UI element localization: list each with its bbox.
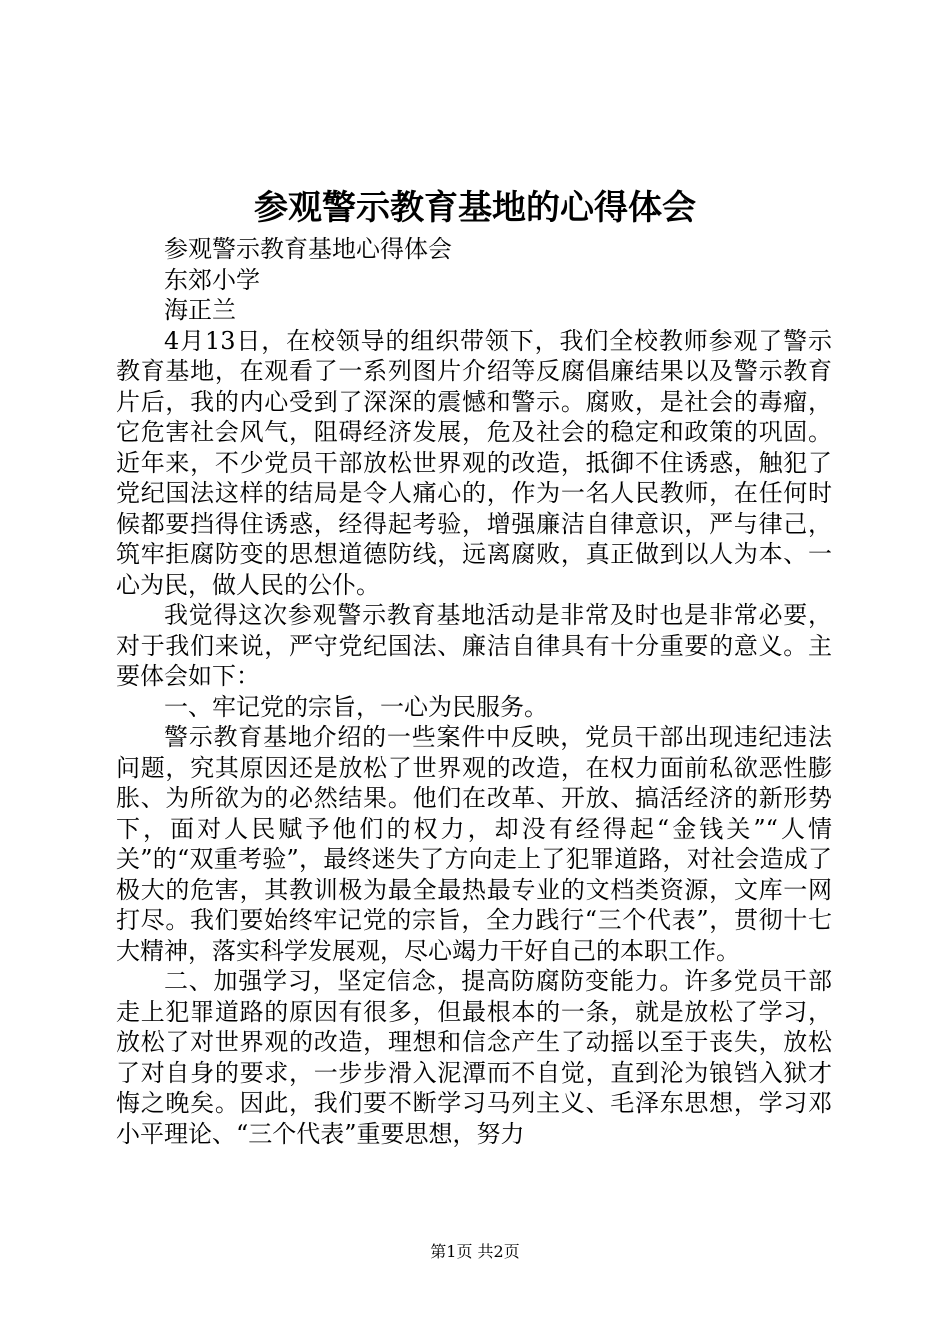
school-name-paragraph: 东郊小学 <box>164 265 260 294</box>
document-body <box>116 234 832 1149</box>
author-name-paragraph: 海正兰 <box>164 296 236 324</box>
body-paragraph: 二、加强学习，坚定信念，提高防腐防变能力。许多党员干部走上犯罪道路的原因有很多，但最根本的一条，就是放松了学习，放松了对世界观的改造，理想和信念产生了动摇以至于丧失，放松了对自身的要求，一步步滑入泥潭而不自觉，直到沦为锒铛入狱才悔之晚矣。因此，我们要不断学习马列主义、毛泽东思想，学习邓小平理论、“三个代表”重要思想，努力 <box>116 967 832 1148</box>
body-paragraph: 4月13日，在校领导的组织带领下，我们全校教师参观了警示教育基地，在观看了一系列图片介绍等反腐倡廉结果以及警示教育片后，我的内心受到了深深的震憾和警示。腐败，是社会的毒瘤，它危害社会风气，阻碍经济发展，危及社会的稳定和政策的巩固。近年来，不少党员干部放松世界观的改造，抵御不住诱惑，触犯了党纪国法这样的结局是令人痛心的，作为一名人民教师，在任何时候都要挡得住诱惑，经得起考验，增强廉洁自律意识，严与律己，筑牢拒腐防变的思想道德防线，远离腐败，真正做到以人为本、一心为民，做人民的公仆。 <box>116 326 832 599</box>
page-number-footer: 第1页 共2页 <box>430 1242 520 1261</box>
document-title: 参观警示教育基地的心得体会 <box>254 188 696 228</box>
body-paragraph: 我觉得这次参观警示教育基地活动是非常及时也是非常必要，对于我们来说，严守党纪国法、廉洁自律具有十分重要的意义。主要体会如下： <box>116 601 832 690</box>
subtitle-paragraph: 参观警示教育基地心得体会 <box>164 235 452 263</box>
section-heading-paragraph: 一、牢记党的宗旨，一心为民服务。 <box>164 692 548 721</box>
body-paragraph: 警示教育基地介绍的一些案件中反映，党员干部出现违纪违法问题，究其原因还是放松了世界观的改造，在权力面前私欲恶性膨胀、为所欲为的必然结果。他们在改革、开放、搞活经济的新形势下，面对人民赋予他们的权力，却没有经得起“金钱关”“人情关”的“双重考验”，最终迷失了方向走上了犯罪道路，对社会造成了极大的危害，其教训极为最全最热最专业的文档类资源，文库一网打尽。我们要始终牢记党的宗旨，全力践行“三个代表”，贯彻十七大精神，落实科学发展观，尽心竭力干好自己的本职工作。 <box>116 723 832 965</box>
